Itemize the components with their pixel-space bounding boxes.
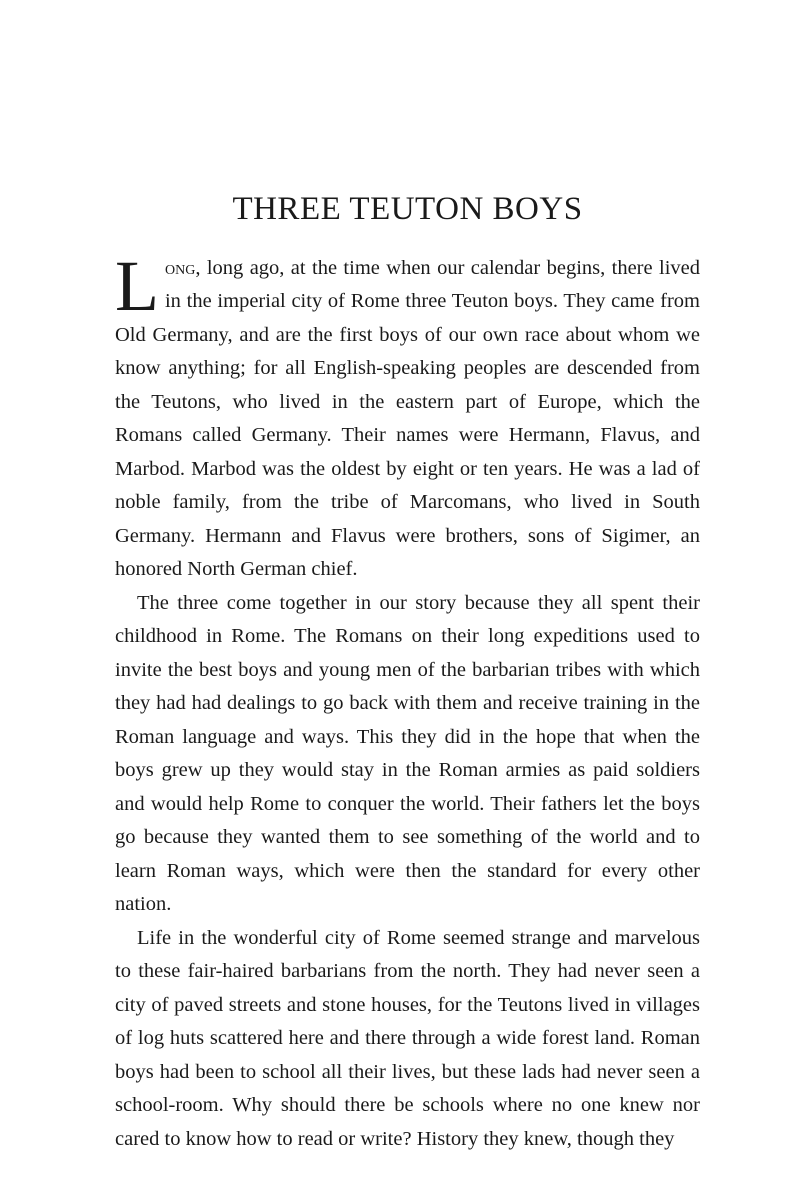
paragraph-1 <box>115 245 700 587</box>
chapter-title: THREE TEUTON BOYS <box>232 191 583 227</box>
book-page <box>115 190 700 1156</box>
lead-in-smallcaps: ong <box>164 256 196 279</box>
chapter-body <box>115 245 700 1157</box>
paragraph-3: Life in the wonderful city of Rome seemed strange and marvelous to these fair-haired barbarians from the north. They had never seen a city of paved streets and stone houses, for the Teutons lived in villages of log huts scattered here and there through a wide forest land. Roman boys had been to school all their lives, but these lads had never seen a school-room. Why should there be schools where no one knew nor cared to know how to read or write? History they knew, though they <box>115 926 700 1150</box>
paragraph-1-text: , long ago, at the time when our calendar begins, there lived in the imperial city of Rome three Teuton boys. They came from Old Germany, and are the first boys of our own race about whom we know anything; for all English-speaking peoples are descended from the Teutons, who lived in the eastern part of Europe, which the Romans called Germany. Their names were Hermann, Flavus, and Marbod. Marbod was the oldest by eight or ten years. He was a lad of noble family, from the tribe of Marcomans, who lived in South Germany. Hermann and Flavus were brothers, sons of Sigimer, an honored North German chief. <box>115 256 700 581</box>
drop-cap: L <box>115 245 159 326</box>
paragraph-2: The three come together in our story because they all spent their childhood in Rome. The Romans on their long expeditions used to invite the best boys and young men of the barbarian tribes with which they had had dealings to go back with them and receive training in the Roman language and ways. This they did in the hope that when the boys grew up they would stay in the Roman armies as paid soldiers and would help Rome to conquer the world. Their fathers let the boys go because they wanted them to see something of the world and to learn Roman ways, which were then the standard for every other nation. <box>115 591 700 916</box>
